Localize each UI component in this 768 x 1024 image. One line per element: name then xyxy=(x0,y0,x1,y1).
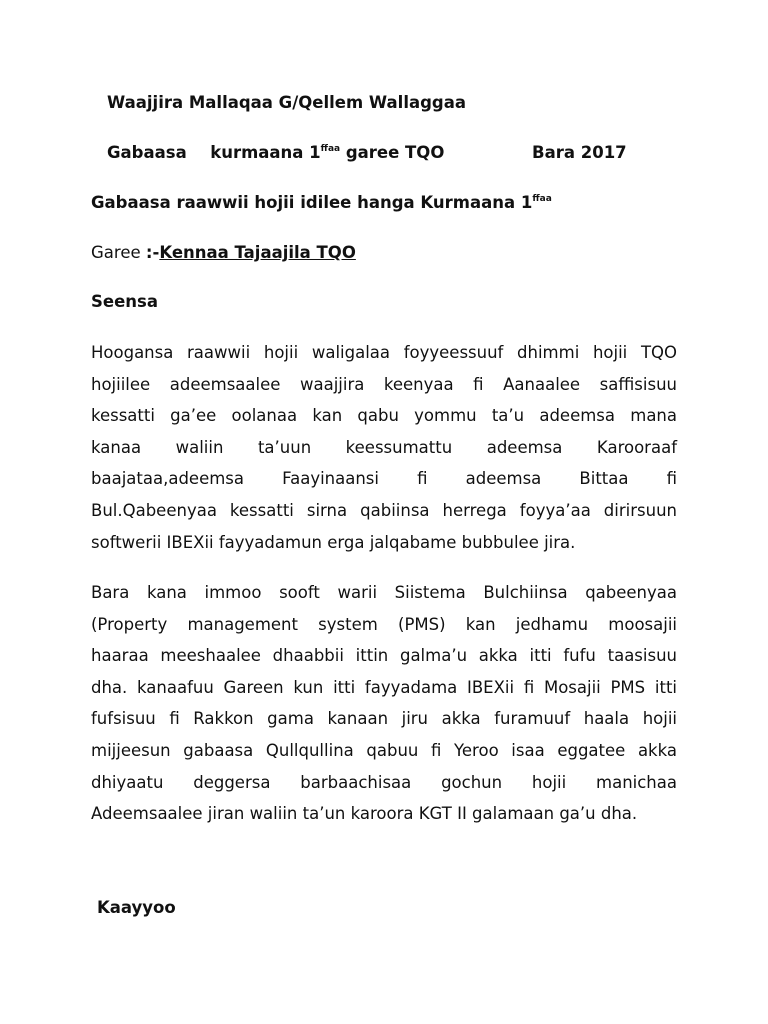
paragraph-line: hojiilee adeemsaalee waajjira keenyaa fi Aanaalee saffisisuu xyxy=(91,374,677,394)
detail-paragraph xyxy=(91,577,677,830)
paragraph-line: Adeemsaalee jiran waliin ta’un karoora KGT II galamaan ga’u dha. xyxy=(91,804,638,824)
paragraph-line: baajataa,adeemsa Faayinaansi fi adeemsa Bittaa fi xyxy=(91,469,677,489)
paragraph-line: Bara kana immoo sooft warii Siistema Bulchiinsa qabeenyaa xyxy=(91,583,677,602)
paragraph-line: dhiyaatu deggersa barbaachisaa gochun hojii manichaa xyxy=(91,772,677,792)
report-line xyxy=(107,143,444,162)
report-label: Gabaasa xyxy=(107,143,187,162)
report-period: kurmaana 1 xyxy=(210,143,321,162)
intro-paragraph xyxy=(91,337,677,558)
paragraph-line: dha. kanaafuu Gareen kun itti fayyadama IBEXii fi Mosajii PMS itti xyxy=(91,677,677,697)
team-label: Garee xyxy=(91,243,141,262)
office-title: Waajjira Mallaqaa G/Qellem Wallaggaa xyxy=(107,93,466,112)
subtitle-text: Gabaasa raawwii hojii idilee hanga Kurmaana 1 xyxy=(91,193,533,212)
paragraph-line: Hoogansa raawwii hojii waligalaa foyyeessuuf dhimmi hojii TQO xyxy=(91,343,677,362)
goal-heading: Kaayyoo xyxy=(97,898,176,917)
paragraph-line: fufsisuu fi Rakkon gama kanaan jiru akka furamuuf haala hojii xyxy=(91,709,677,729)
paragraph-line: softwerii IBEXii fayyadamun erga jalqabame bubbulee jira. xyxy=(91,532,576,552)
team-line xyxy=(91,243,356,262)
subtitle xyxy=(91,193,552,212)
paragraph-line: mijjeesun gabaasa Qullqullina qabuu fi Yeroo isaa eggatee akka xyxy=(91,740,677,760)
paragraph-line: (Property management system (PMS) kan jedhamu moosajii xyxy=(91,614,677,634)
paragraph-line: kanaa waliin ta’uun keessumattu adeemsa Karooraaf xyxy=(91,437,677,457)
report-period-ordinal: ffaa xyxy=(320,144,341,154)
report-year: Bara 2017 xyxy=(532,143,627,162)
subtitle-ordinal: ffaa xyxy=(532,194,552,204)
paragraph-line: haaraa meeshaalee dhaabbii ittin galma’u akka itti fufu taasisuu xyxy=(91,646,677,666)
team-separator: :- xyxy=(145,243,160,262)
intro-heading: Seensa xyxy=(91,292,158,311)
paragraph-line: kessatti ga’ee oolanaa kan qabu yommu ta’u adeemsa mana xyxy=(91,406,677,426)
paragraph-line: Bul.Qabeenyaa kessatti sirna qabiinsa herrega foyya’aa dirirsuun xyxy=(91,500,677,520)
team-name: Kennaa Tajaajila TQO xyxy=(159,243,356,262)
report-team: garee TQO xyxy=(345,143,445,162)
